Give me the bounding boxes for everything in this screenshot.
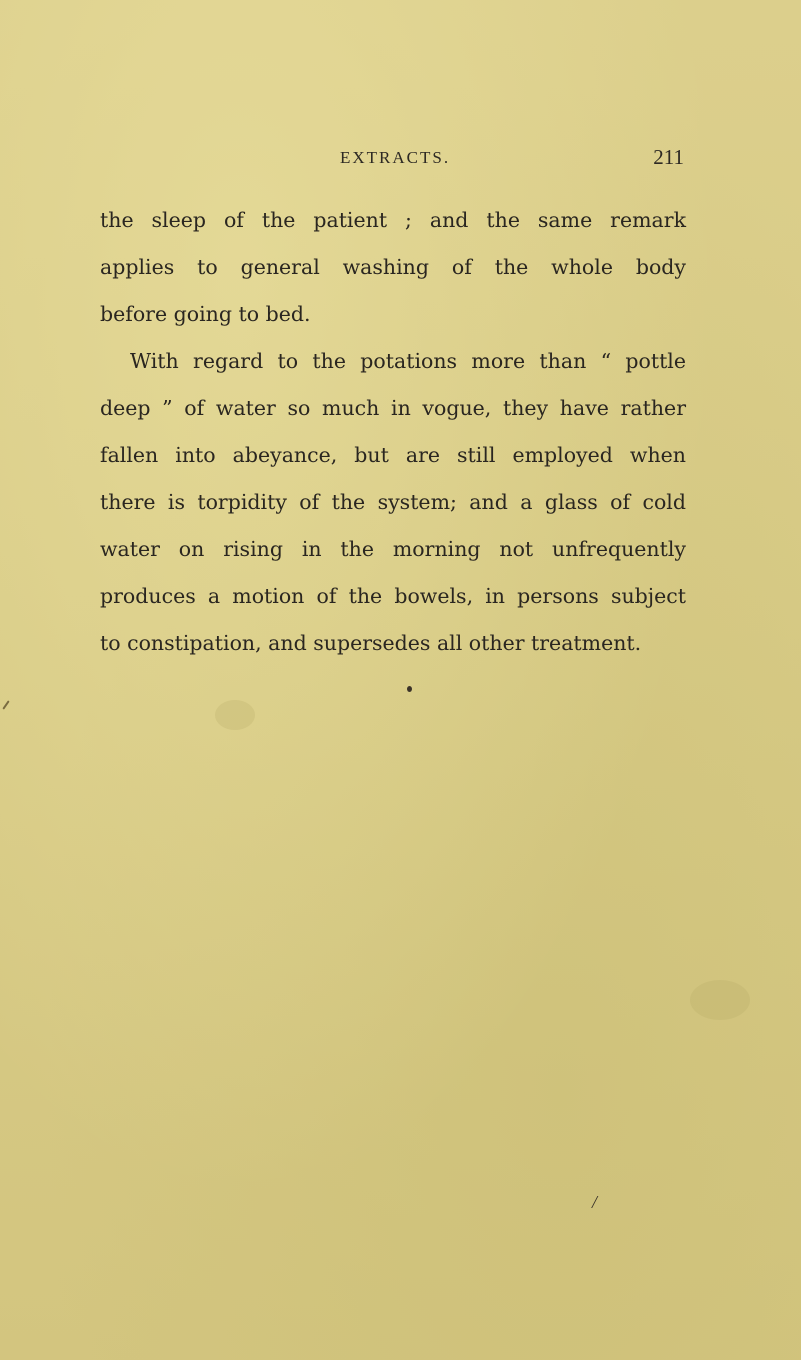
text-line: to constipation, and supersedes all other treatment.	[100, 631, 642, 655]
ink-speck	[2, 700, 9, 709]
text-line: the sleep of the patient ; and the same remark	[100, 208, 686, 232]
text-line: With regard to the potations more than “ pottle	[130, 349, 686, 373]
paper-blemish	[690, 980, 750, 1020]
text-line: fallen into abeyance, but are still employed when	[100, 443, 686, 467]
ink-speck	[407, 686, 412, 692]
body-text	[100, 197, 686, 667]
text-line: there is torpidity of the system; and a glass of cold	[100, 490, 686, 514]
running-header	[100, 145, 684, 178]
page-number: 211	[653, 145, 684, 169]
text-line: deep ” of water so much in vogue, they have rather	[100, 396, 686, 420]
text-line: produces a motion of the bowels, in persons subject	[100, 584, 686, 608]
paper-blemish	[215, 700, 255, 730]
text-line: before going to bed.	[100, 302, 311, 326]
text-line: water on rising in the morning not unfrequently	[100, 537, 686, 561]
running-head-title: EXTRACTS.	[340, 148, 451, 167]
stray-mark: /	[592, 1192, 598, 1212]
text-line: applies to general washing of the whole body	[100, 255, 686, 279]
